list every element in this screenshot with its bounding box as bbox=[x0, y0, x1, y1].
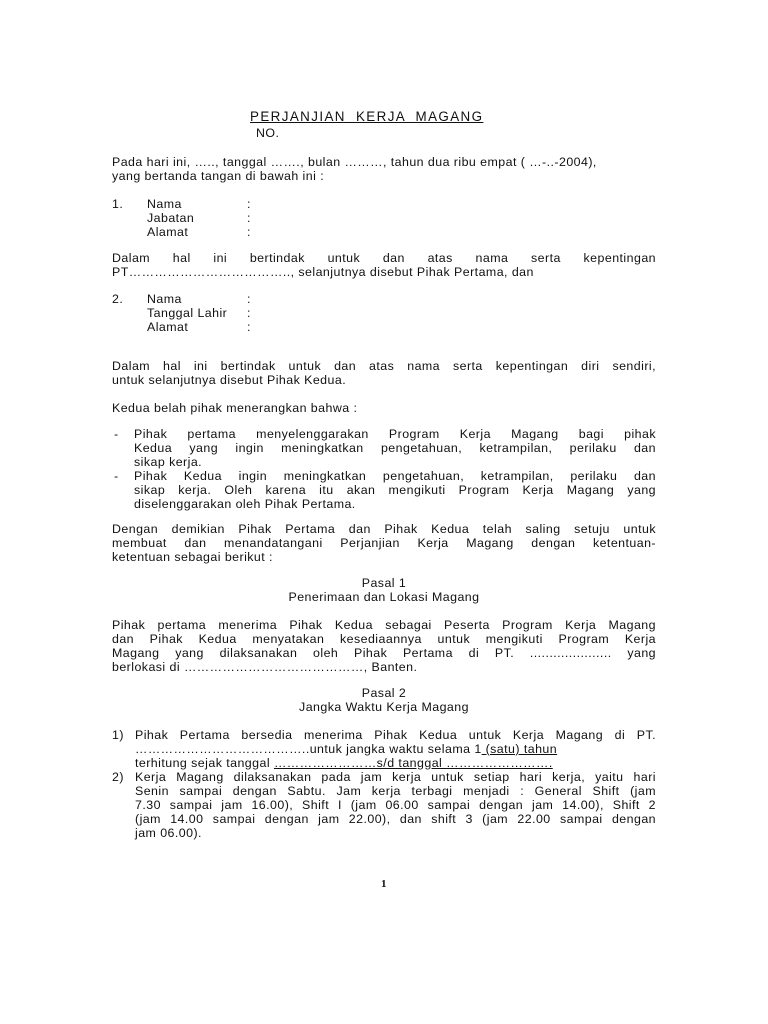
pasal1-line: Pihak pertama menerima Pihak Kedua sebagai Peserta Program Kerja Magang bbox=[112, 618, 656, 632]
party2-description: untuk selanjutnya disebut Pihak Kedua. bbox=[112, 373, 347, 387]
pasal2-item-line bbox=[135, 756, 553, 771]
page-number: 1 bbox=[381, 878, 387, 890]
bullet-line: sikap kerja. bbox=[134, 455, 203, 469]
bullet-line: sikap kerja. Oleh karena itu akan mengikuti Program Kerja Magang yang bbox=[134, 483, 656, 497]
party2-field-label: Tanggal Lahir bbox=[147, 306, 228, 320]
pasal2-item-line: Pihak Pertama bersedia menerima Pihak Kedua untuk Kerja Magang di PT. bbox=[135, 728, 656, 742]
bullet-line: Pihak Kedua ingin meningkatkan pengetahuan, ketrampilan, perilaku dan bbox=[134, 469, 656, 483]
start-date-text: terhitung sejak tanggal bbox=[135, 756, 274, 770]
pasal2-item-line: (jam 14.00 sampai dengan jam 22.00), dan shift 3 (jam 22.00 sampai dengan bbox=[135, 812, 656, 826]
agreement-line: ketentuan sebagai berikut : bbox=[112, 550, 273, 564]
pasal2-subtitle: Jangka Waktu Kerja Magang bbox=[299, 700, 469, 714]
statement-intro: Kedua belah pihak menerangkan bahwa : bbox=[112, 401, 358, 415]
opening-line: Pada hari ini, ….., tanggal ……., bulan ………, tahun dua ribu empat ( …-..-2004), bbox=[112, 155, 597, 169]
party1-number: 1. bbox=[112, 197, 124, 211]
bullet-dash: - bbox=[114, 427, 119, 441]
party2-field-label: Alamat bbox=[147, 320, 189, 334]
party1-field-sep: : bbox=[247, 197, 251, 211]
pasal1-line: berlokasi di ……………………………………, Banten. bbox=[112, 660, 418, 674]
agreement-line: membuat dan menandatangani Perjanjian Kerja Magang dengan ketentuan- bbox=[112, 536, 656, 550]
pasal2-item-line bbox=[135, 742, 557, 757]
pasal2-item-number: 2) bbox=[112, 770, 124, 784]
pasal1-heading: Pasal 1 bbox=[361, 576, 407, 590]
party2-field-sep: : bbox=[247, 292, 251, 306]
party1-field-sep: : bbox=[247, 225, 251, 239]
party1-field-label: Jabatan bbox=[147, 211, 195, 225]
party1-field-label: Alamat bbox=[147, 225, 189, 239]
pasal1-line: dan Pihak Kedua menyatakan kesediaannya untuk mengikuti Program Kerja bbox=[112, 632, 656, 646]
duration-underlined: (satu) tahun bbox=[481, 742, 558, 756]
date-range-underlined: ……………………s/d tanggal ……………………. bbox=[273, 756, 553, 770]
bullet-line: Kedua yang ingin meningkatkan pengetahuan, ketrampilan, perilaku dan bbox=[134, 441, 656, 455]
bullet-line: diselenggarakan oleh Pihak Pertama. bbox=[134, 497, 356, 511]
party1-field-sep: : bbox=[247, 211, 251, 225]
pasal2-item-line: Senin sampai dengan Sabtu. Jam kerja terbagi menjadi : General Shift (jam bbox=[135, 784, 656, 798]
opening-line: yang bertanda tangan di bawah ini : bbox=[112, 169, 325, 183]
pasal1-subtitle: Penerimaan dan Lokasi Magang bbox=[288, 590, 480, 604]
pasal1-line: Magang yang dilaksanakan oleh Pihak Pertama di PT. ..................... yang bbox=[112, 646, 656, 660]
pasal2-item-number: 1) bbox=[112, 728, 124, 742]
bullet-line: Pihak pertama menyelenggarakan Program Kerja Magang bagi pihak bbox=[134, 427, 656, 441]
pasal2-heading: Pasal 2 bbox=[361, 686, 407, 700]
party1-description: Dalam hal ini bertindak untuk dan atas nama serta kepentingan bbox=[112, 251, 656, 265]
duration-text: …………………………………..untuk jangka waktu selama 1 bbox=[135, 742, 482, 756]
pasal2-item-line: jam 06.00). bbox=[135, 826, 202, 840]
party1-field-label: Nama bbox=[147, 197, 182, 211]
party2-field-label: Nama bbox=[147, 292, 182, 306]
pasal2-item-line: 7.30 sampai jam 16.00), Shift I (jam 06.00 sampai dengan jam 14.00), Shift 2 bbox=[135, 798, 656, 812]
document-number-label: NO. bbox=[256, 126, 280, 140]
pasal2-item-line: Kerja Magang dilaksanakan pada jam kerja untuk setiap hari kerja, yaitu hari bbox=[135, 770, 656, 784]
party2-description: Dalam hal ini bertindak untuk dan atas nama serta kepentingan diri sendiri, bbox=[112, 359, 656, 373]
agreement-line: Dengan demikian Pihak Pertama dan Pihak Kedua telah saling setuju untuk bbox=[112, 522, 656, 536]
bullet-dash: - bbox=[114, 469, 119, 483]
document-title: PERJANJIAN KERJA MAGANG bbox=[250, 109, 484, 124]
party1-description: PT……………………………….., selanjutnya disebut Pihak Pertama, dan bbox=[112, 265, 534, 279]
party2-field-sep: : bbox=[247, 320, 251, 334]
party2-field-sep: : bbox=[247, 306, 251, 320]
party2-number: 2. bbox=[112, 292, 124, 306]
